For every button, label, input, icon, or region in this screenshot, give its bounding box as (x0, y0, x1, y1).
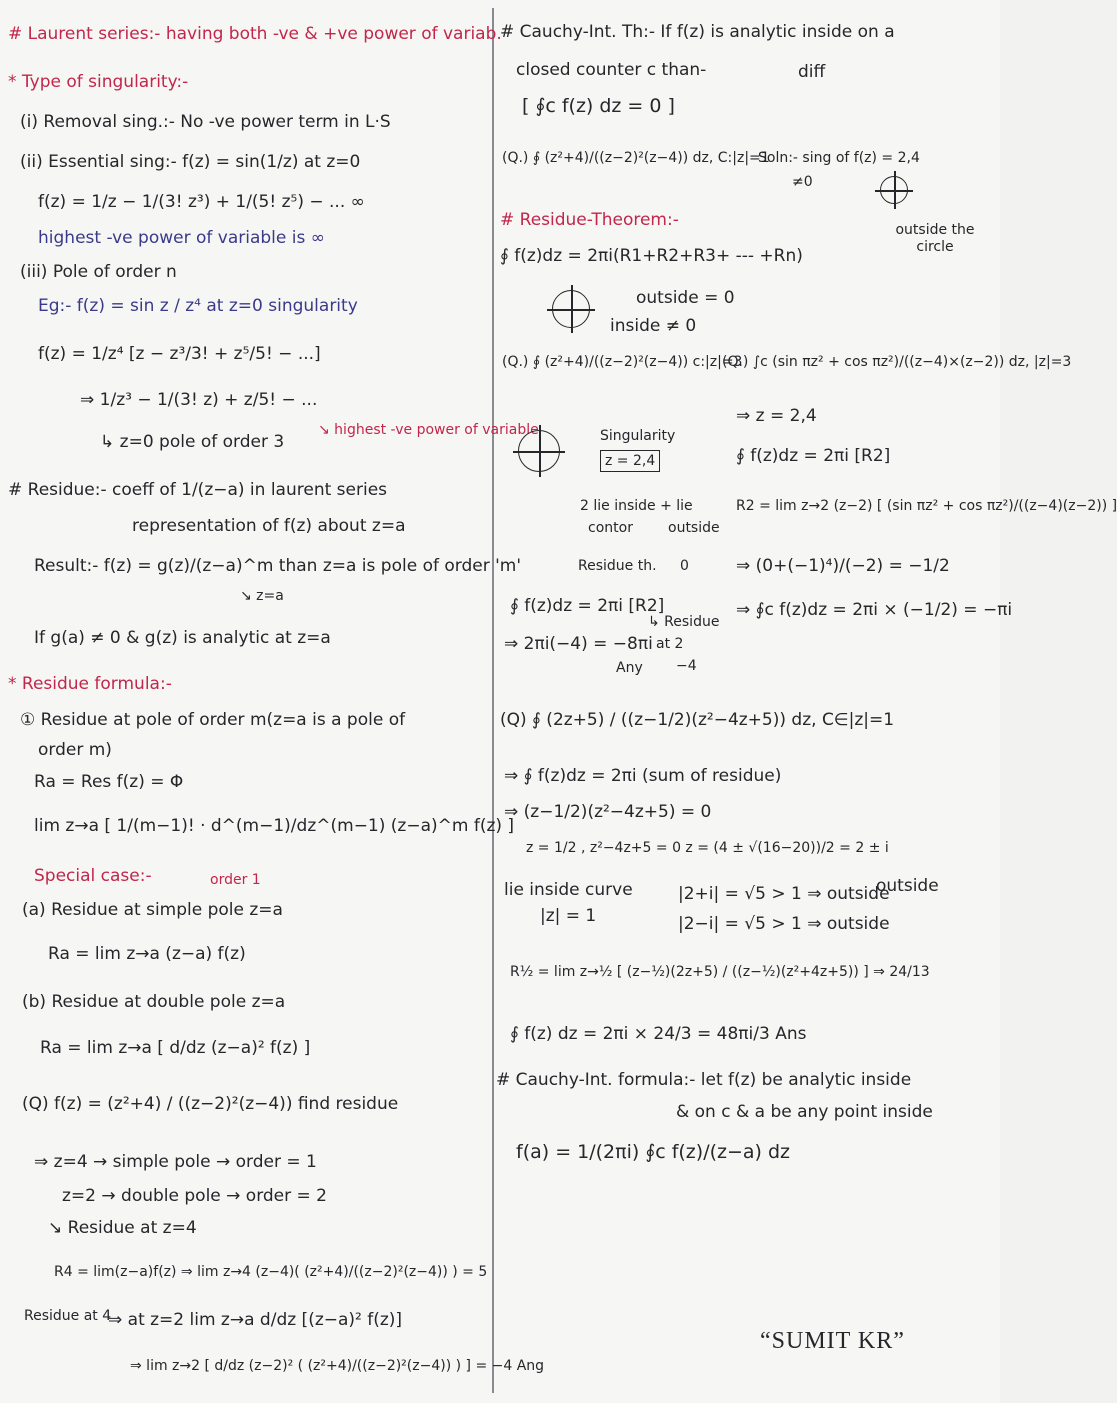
column-divider (492, 8, 494, 1393)
r-half-line: R½ = lim z→½ [ (z−½)(2z+5) / ((z−½)(z²+4z+5)) ] ⇒ 24/13 (510, 964, 930, 980)
singularity-label: Singularity (600, 428, 676, 444)
value-line: ⇒ (0+(−1)⁴)/(−2) = −1/2 (736, 556, 950, 576)
q-fz: (Q) f(z) = (z²+4) / ((z−2)²(z−4)) find residue (22, 1094, 399, 1114)
outside-label: outside (668, 520, 720, 536)
singularity-heading: * Type of singularity:- (8, 72, 189, 92)
r2-line: R2 = lim z→2 (z−2) [ (sin πz² + cos πz²)/((z−4)(z−2)) ] (736, 498, 1117, 514)
result-line: Result:- f(z) = g(z)/(z−a)^m than z=a is pole of order 'm' (34, 556, 521, 576)
residue-cont: representation of f(z) about z=a (132, 516, 406, 536)
q1-line: (Q.) ∮ (z²+4)/((z−2)²(z−4)) dz, C:|z|=1 (502, 150, 770, 166)
z24b-line: ⇒ z = 2,4 (736, 406, 817, 426)
any-note: Any (616, 660, 643, 676)
highest-line: highest -ve power of variable is ∞ (38, 228, 325, 248)
residue-theorem-heading: # Residue-Theorem:- (500, 210, 679, 230)
eg-line: Eg:- f(z) = sin z / z⁴ at z=0 singularity (38, 296, 358, 316)
z2-line: z=2 → double pole → order = 2 (62, 1186, 328, 1206)
sum-residue-line: ⇒ ∮ f(z)dz = 2πi (sum of residue) (504, 766, 782, 786)
ne0-note: ≠0 (792, 174, 813, 190)
diff-note: diff (798, 62, 826, 82)
fint2-line: ∮ f(z)dz = 2πi [R2] (510, 596, 665, 616)
inside-nonzero: inside ≠ 0 (610, 316, 697, 336)
fint-line: ∮ f(z)dz = 2πi [R2] (736, 446, 891, 466)
at2-line: ⇒ at z=2 lim z→a d/dz [(z−a)² f(z)] (108, 1310, 403, 1330)
circle-axis-icon (880, 176, 908, 204)
singularity-circle-icon (518, 430, 560, 472)
result-note: ↘ z=a (240, 588, 284, 604)
outside-circle-note: outside the circle (895, 222, 975, 255)
lim-m-formula: lim z→a [ 1/(m−1)! · d^(m−1)/dz^(m−1) (z−a)^m f(z) ] (34, 816, 515, 836)
contour-integral: [ ∮c f(z) dz = 0 ] (522, 95, 675, 117)
final-integral: ∮ f(z) dz = 2πi × 24/3 = 48πi/3 Ans (510, 1024, 807, 1044)
cauchy-heading: # Cauchy-Int. Th:- If f(z) is analytic inside on a (500, 22, 895, 42)
z24-value: z = 2,4 (600, 450, 660, 472)
residue-label: Residue at 4 (24, 1308, 112, 1324)
answer2-line: ⇒ 2πi(−4) = −8πi (504, 634, 653, 654)
contour-circle-icon (552, 290, 590, 328)
essential-line: (ii) Essential sing:- f(z) = sin(1/z) at z=0 (20, 152, 361, 172)
if-g-line: If g(a) ≠ 0 & g(z) is analytic at z=a (34, 628, 331, 648)
double-pole: (b) Residue at double pole z=a (22, 992, 286, 1012)
formula-heading: * Residue formula:- (8, 674, 172, 694)
order1-note: order 1 (210, 872, 261, 888)
q2-line: (Q.) ∮ (z²+4)/((z−2)²(z−4)) c:|z|=3 (502, 354, 743, 370)
roots-line: z = 1/2 , z²−4z+5 = 0 z = (4 ± √(16−20))/2 = 2 ± i (526, 840, 889, 856)
special-case: Special case:- (34, 866, 152, 886)
at2-note: at 2 (656, 636, 684, 652)
pole-order-line: (iii) Pole of order n (20, 262, 177, 282)
outside-right: outside (876, 876, 939, 896)
eg-result: ⇒ 1/z³ − 1/(3! z) + z/5! − ... (80, 390, 318, 410)
z4-line: ⇒ z=4 → simple pole → order = 1 (34, 1152, 317, 1172)
contour-label: contor (588, 520, 633, 536)
zero-label: 0 (680, 558, 689, 574)
r4-formula: R4 = lim(z−a)f(z) ⇒ lim z→4 (z−4)( (z²+4)/((z−2)²(z−4)) ) = 5 (54, 1264, 488, 1280)
ra-line: Ra = Res f(z) = Φ (34, 772, 184, 792)
outside-zero: outside = 0 (636, 288, 735, 308)
right-column (496, 0, 1117, 1403)
double-formula: Ra = lim z→a [ d/dz (z−a)² f(z) ] (40, 1038, 311, 1058)
z-eq-1: |z| = 1 (540, 906, 597, 926)
abs2-line: |2−i| = √5 > 1 ⇒ outside (678, 914, 890, 934)
q4-line: (Q) ∮ (2z+5) / ((z−1/2)(z²−4z+5)) dz, C∈|z|=1 (500, 710, 895, 730)
soln-line: Soln:- sing of f(z) = 2,4 (758, 150, 920, 166)
answer-line: ⇒ ∮c f(z)dz = 2πi × (−1/2) = −πi (736, 600, 1013, 620)
cauchy-formula-heading: # Cauchy-Int. formula:- let f(z) be analytic inside (496, 1070, 912, 1090)
simple-pole: (a) Residue at simple pole z=a (22, 900, 283, 920)
eg-expansion: f(z) = 1/z⁴ [z − z³/3! + z⁵/5! − ...] (38, 344, 321, 364)
cauchy-formula-cont: & on c & a be any point inside (676, 1102, 933, 1122)
closed-line: closed counter c than- (516, 60, 707, 80)
at2-result: ⇒ lim z→2 [ d/dz (z−2)² ( (z²+4)/((z−2)²(z−4)) ) ] = −4 Ang (130, 1358, 545, 1374)
z24-box (600, 450, 660, 472)
residue-theorem-eq: ∮ f(z)dz = 2πi(R1+R2+R3+ --- +Rn) (500, 246, 803, 266)
residue-at4: ↘ Residue at z=4 (48, 1218, 197, 1238)
pole3-line: ↳ z=0 pole of order 3 (100, 432, 285, 452)
zero-eq-line: ⇒ (z−1/2)(z²−4z+5) = 0 (504, 802, 712, 822)
residue-th-label: Residue th. (578, 558, 657, 574)
pole3-note: ↘ highest -ve power of variable (318, 422, 539, 438)
left-column (0, 0, 545, 1403)
essential-series: f(z) = 1/z − 1/(3! z³) + 1/(5! z⁵) − ... ∞ (38, 192, 365, 212)
abs1-line: |2+i| = √5 > 1 ⇒ outside (678, 884, 890, 904)
lie-inside-label: lie inside curve (504, 880, 633, 900)
lie-label: 2 lie inside + lie (580, 498, 693, 514)
formula1: ① Residue at pole of order m(z=a is a pole of (20, 710, 406, 730)
removal-line: (i) Removal sing.:- No -ve power term in L·S (20, 112, 391, 132)
q3-line: (Q.) ∫c (sin πz² + cos πz²)/((z−4)×(z−2)) dz, |z|=3 (722, 354, 1072, 370)
author-signature: “SUMIT KR” (760, 1328, 905, 1354)
residue-heading: # Residue:- coeff of 1/(z−a) in laurent series (8, 480, 388, 500)
simple-formula: Ra = lim z→a (z−a) f(z) (48, 944, 246, 964)
residue-note: ↳ Residue (648, 614, 720, 630)
laurent-heading: # Laurent series:- having both -ve & +ve power of variab. (8, 24, 502, 44)
cauchy-formula: f(a) = 1/(2πi) ∮c f(z)/(z−a) dz (516, 1141, 791, 1163)
minus4-note: −4 (676, 658, 697, 674)
formula1b: order m) (38, 740, 112, 760)
